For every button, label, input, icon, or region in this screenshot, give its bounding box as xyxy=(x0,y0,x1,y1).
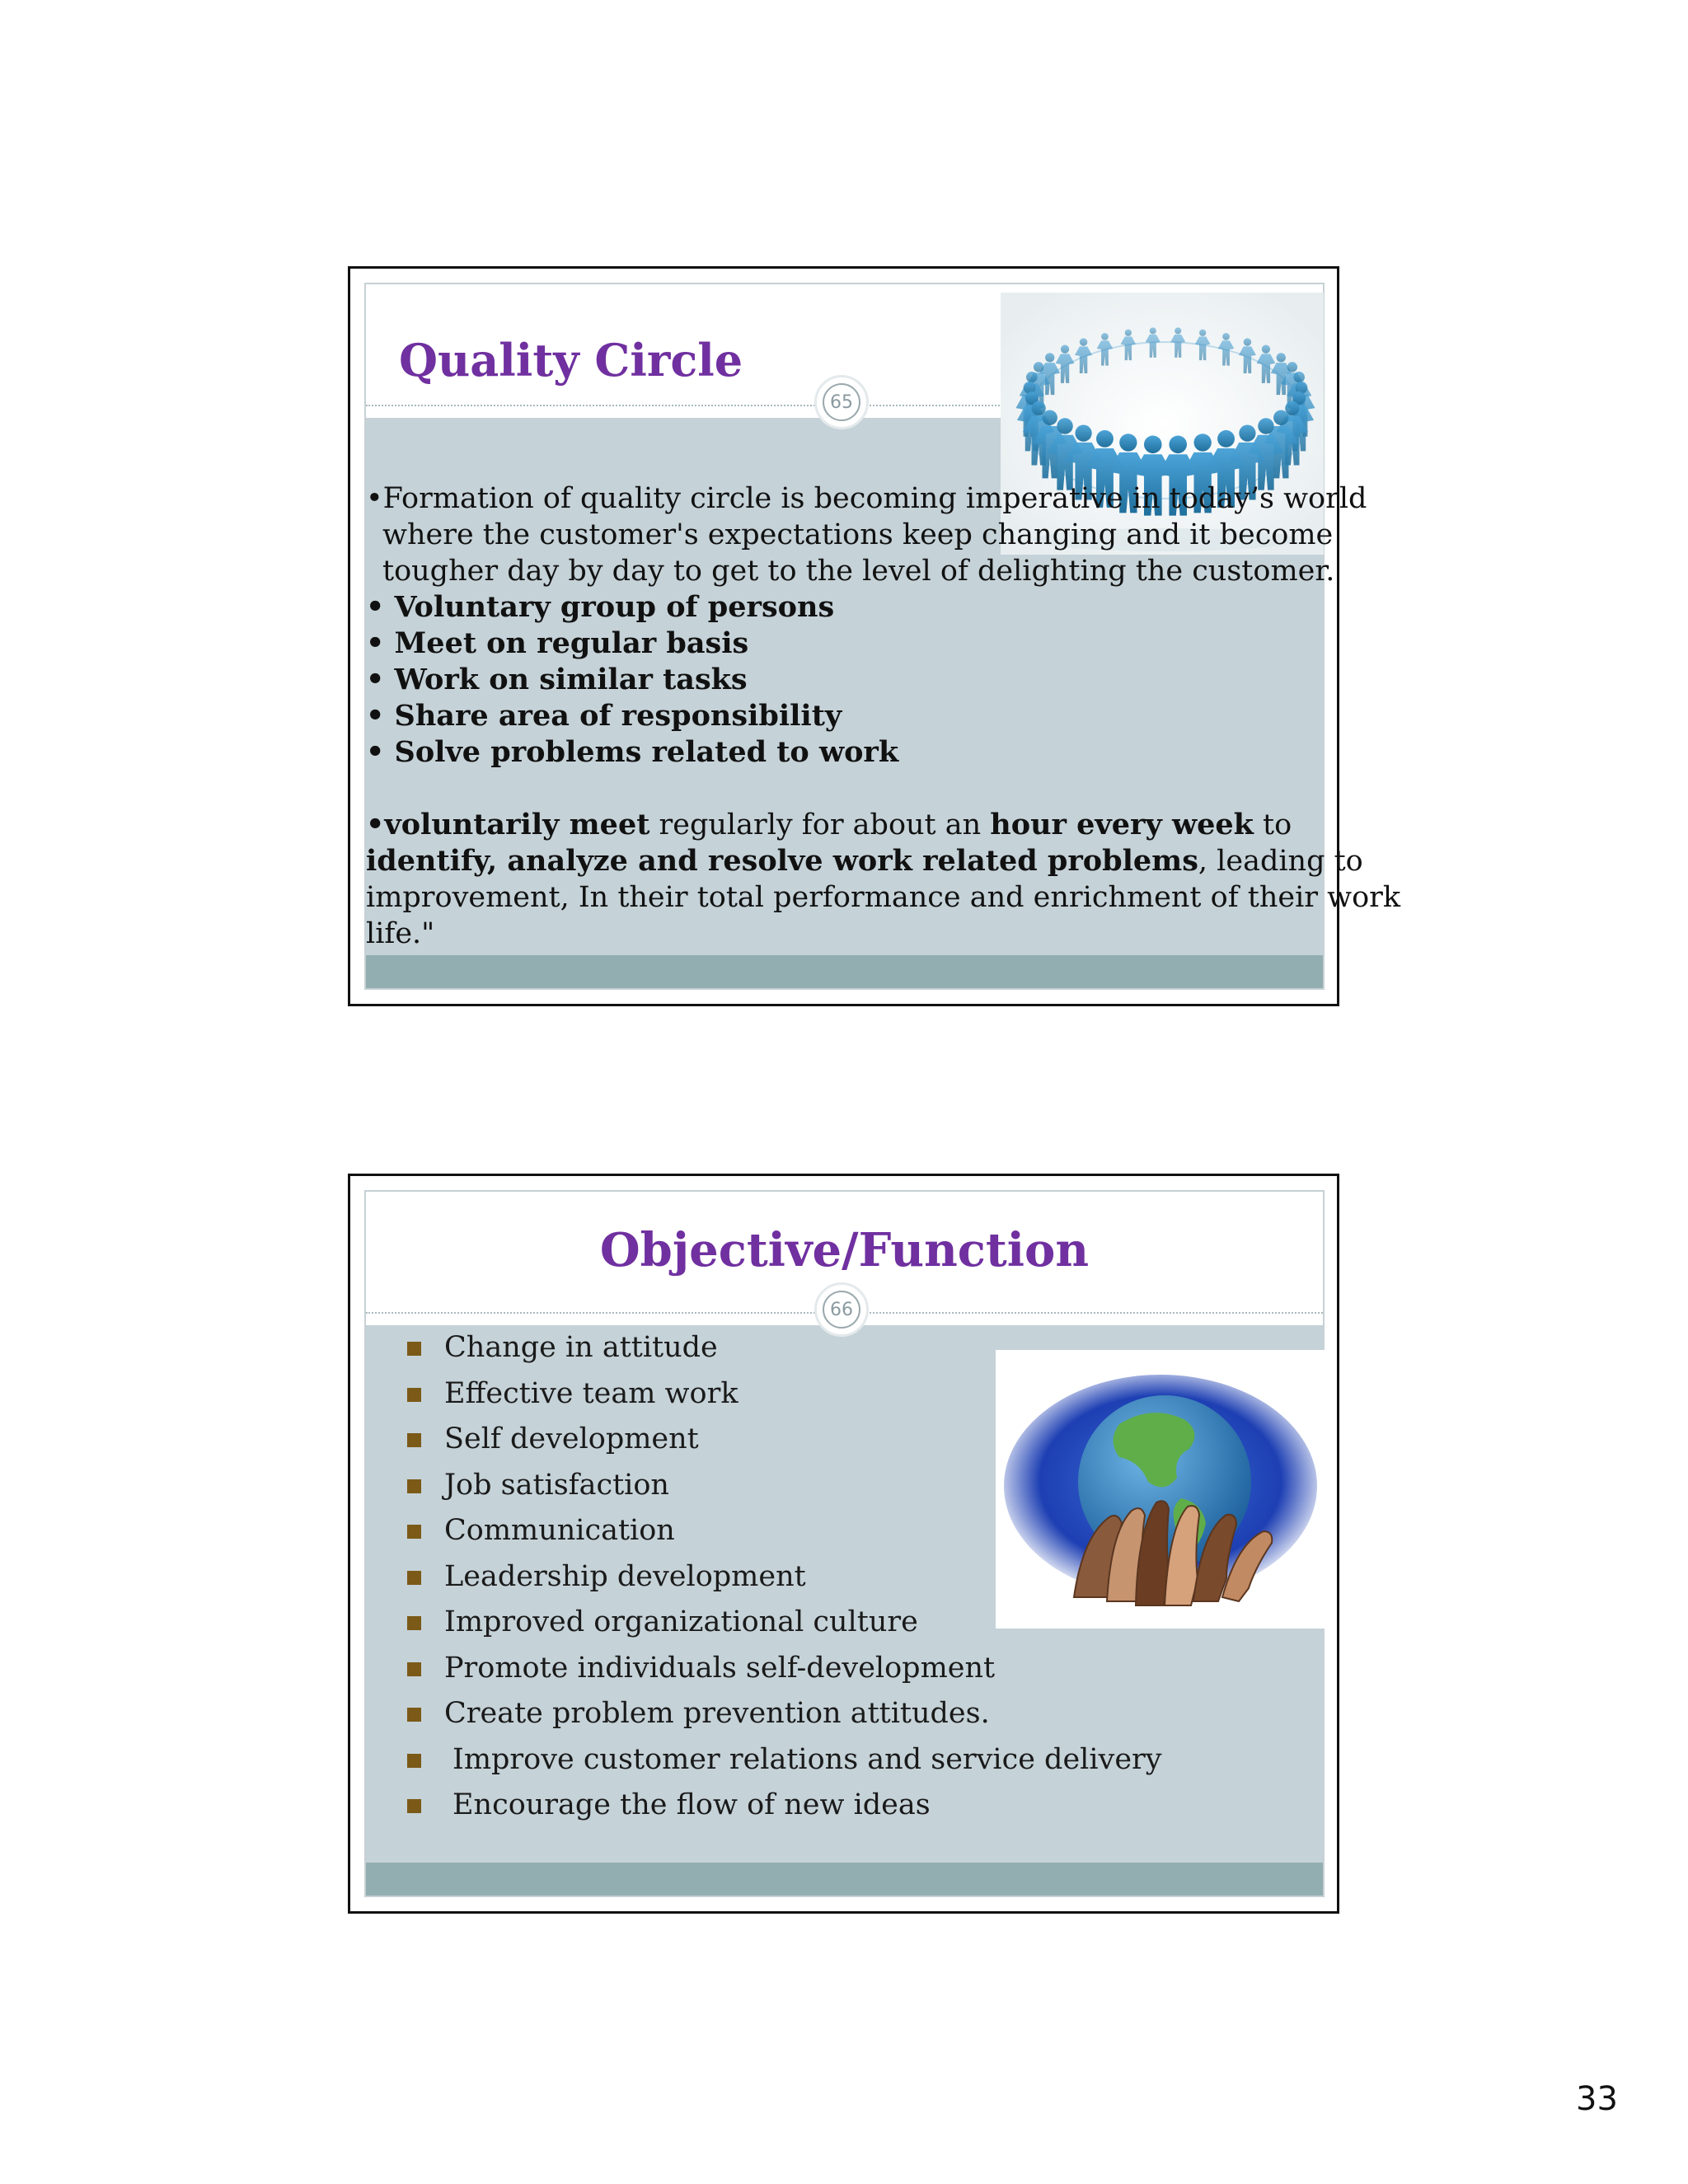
definition-line xyxy=(366,807,1322,843)
list-item: Self development xyxy=(407,1417,1162,1463)
definition-line: life." xyxy=(366,917,435,950)
list-item: • Share area of responsibility xyxy=(366,699,842,733)
feature-list xyxy=(366,589,1322,771)
definition-text: , leading to xyxy=(1198,845,1363,878)
square-bullet-icon xyxy=(407,1616,421,1630)
slide-content xyxy=(366,480,1401,952)
definition-text: to xyxy=(1253,808,1292,841)
list-item: • Voluntary group of persons xyxy=(366,590,835,624)
emphasis: •voluntarily meet xyxy=(366,808,650,841)
slide-65 xyxy=(348,266,1401,1006)
list-item: • Solve problems related to work xyxy=(366,735,899,769)
objective-list xyxy=(407,1325,1162,1829)
list-item: • Work on similar tasks xyxy=(366,663,748,696)
intro-line: tougher day by day to get to the level of delighting the customer. xyxy=(382,555,1335,588)
slide-number: 66 xyxy=(823,1291,860,1329)
square-bullet-icon xyxy=(407,1571,421,1585)
definition-line xyxy=(366,843,1363,879)
definition-text: regularly for about an xyxy=(649,808,991,841)
square-bullet-icon xyxy=(407,1799,421,1813)
list-item: Create problem prevention attitudes. xyxy=(407,1691,1162,1737)
square-bullet-icon xyxy=(407,1525,421,1539)
emphasis: hour every week xyxy=(990,808,1254,841)
list-item: Improve customer relations and service delivery xyxy=(407,1737,1162,1783)
slide-number-badge xyxy=(814,375,869,429)
list-item: Encourage the flow of new ideas xyxy=(407,1783,1162,1829)
emphasis: identify, analyze and resolve work related problems xyxy=(366,844,1198,878)
square-bullet-icon xyxy=(407,1388,421,1402)
slide-title: Objective/Function xyxy=(599,1223,1090,1277)
page-number: 33 xyxy=(1576,2080,1618,2118)
list-item: Leadership development xyxy=(407,1554,1162,1601)
slide-66 xyxy=(348,1174,1339,1914)
slide-title: Quality Circle xyxy=(399,334,743,387)
definition-line: improvement, In their total performance and enrichment of their work xyxy=(366,881,1401,914)
list-item: Improved organizational culture xyxy=(407,1600,1162,1646)
list-item: Job satisfaction xyxy=(407,1463,1162,1509)
square-bullet-icon xyxy=(407,1433,421,1447)
square-bullet-icon xyxy=(407,1662,421,1676)
list-item: • Meet on regular basis xyxy=(366,626,749,660)
footer-band xyxy=(366,955,1323,988)
slide-body xyxy=(364,1190,1325,1897)
list-item: Promote individuals self-development xyxy=(407,1646,1162,1692)
square-bullet-icon xyxy=(407,1708,421,1722)
square-bullet-icon xyxy=(407,1479,421,1493)
list-item: Change in attitude xyxy=(407,1325,1162,1371)
intro-line: where the customer's expectations keep changing and it become xyxy=(382,518,1334,551)
square-bullet-icon xyxy=(407,1754,421,1768)
list-item: Effective team work xyxy=(407,1371,1162,1418)
slide-body xyxy=(364,283,1401,990)
list-item: Communication xyxy=(407,1508,1162,1554)
square-bullet-icon xyxy=(407,1342,421,1356)
footer-band xyxy=(366,1863,1323,1896)
slide-number: 65 xyxy=(823,383,860,421)
intro-line: •Formation of quality circle is becoming imperative in today’s world xyxy=(366,482,1367,515)
